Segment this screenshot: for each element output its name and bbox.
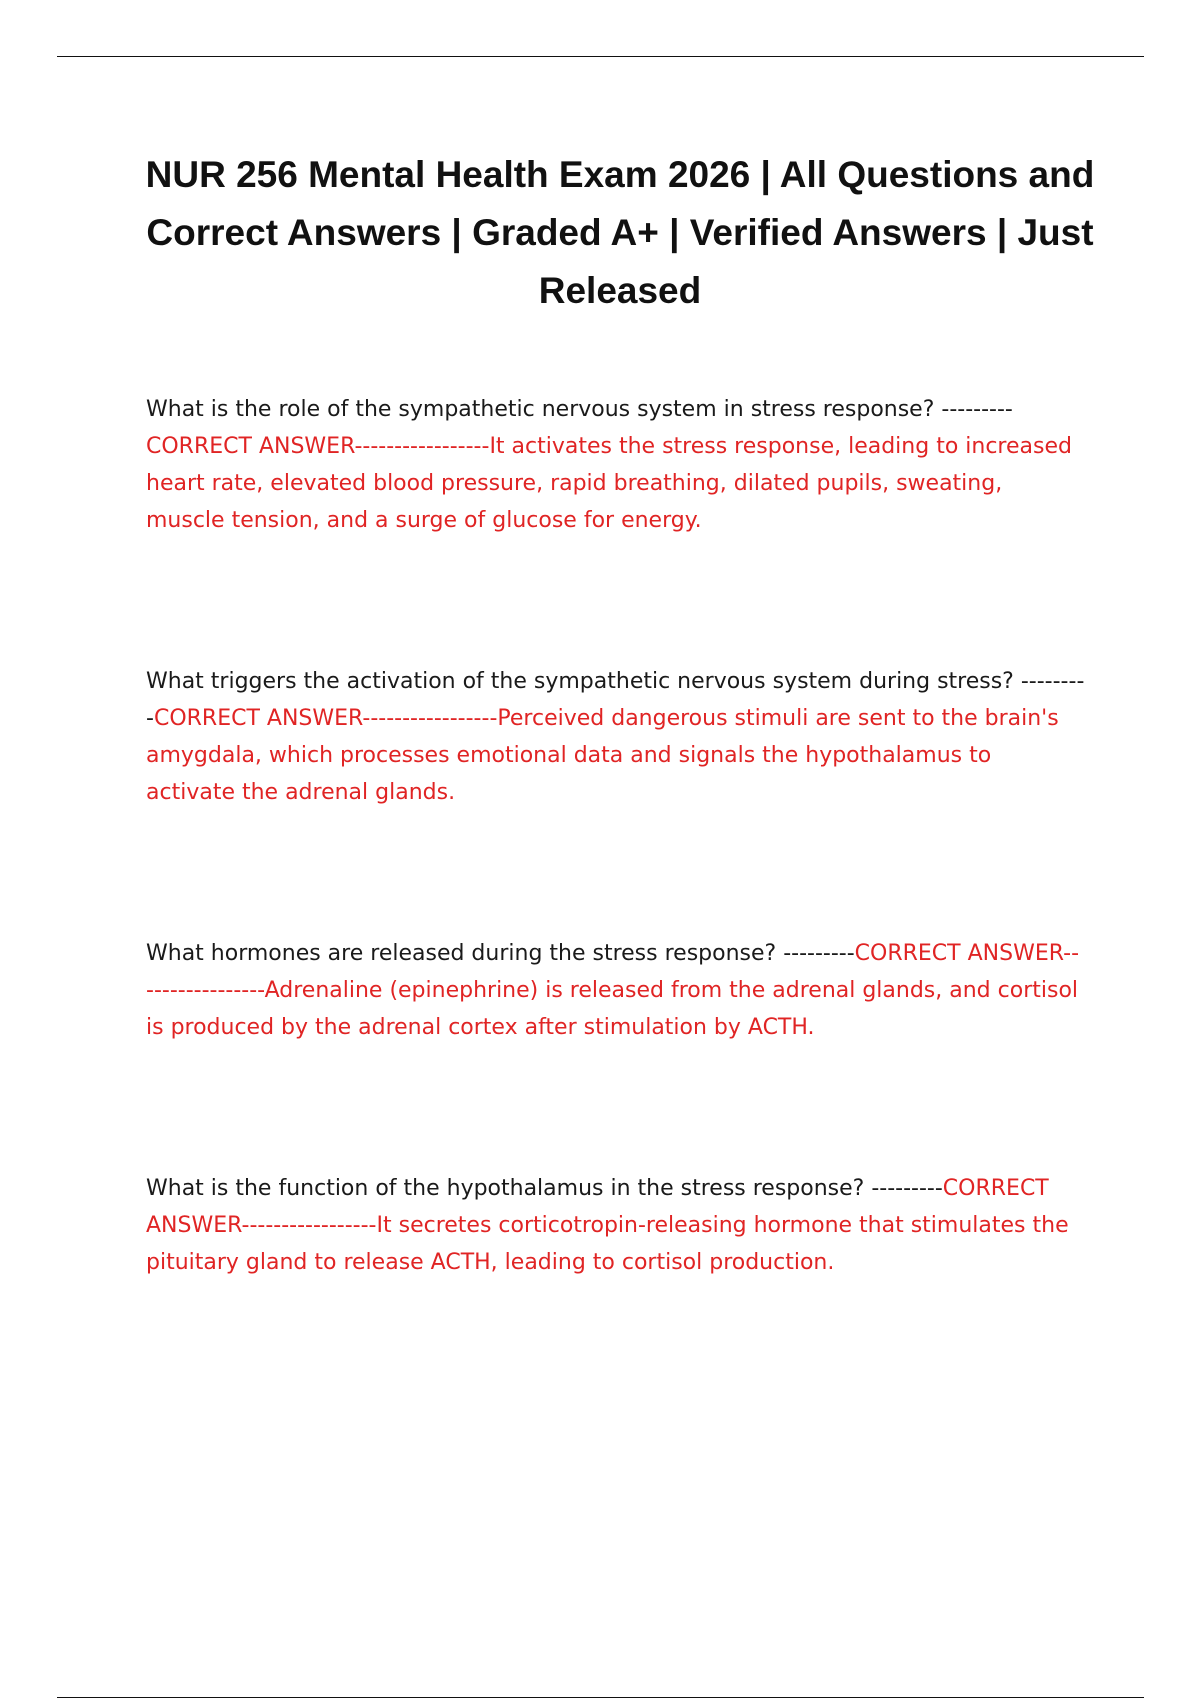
bottom-divider (57, 1697, 1144, 1698)
answer-separator: ----------------- (354, 434, 490, 459)
answer-separator: ----------------- (241, 1213, 377, 1238)
question-separator: --------- (776, 941, 855, 966)
question-text: What hormones are released during the stress response? (146, 941, 777, 966)
question-text: What triggers the activation of the sympathetic nervous system during stress? (146, 669, 1014, 694)
question-text: What is the role of the sympathetic nervous system in stress response? (146, 397, 935, 422)
answer-label: CORRECT ANSWER (146, 1176, 1049, 1238)
answer-label: CORRECT ANSWER (146, 434, 355, 459)
answer-text: It secretes corticotropin-releasing hormone that stimulates the pituitary gland to release ACTH, leading to cortisol production. (146, 1213, 1069, 1275)
answer-separator: ----------------- (146, 941, 1080, 1003)
qa-item (146, 935, 1086, 1046)
qa-item (146, 391, 1086, 539)
answer-separator: ----------------- (362, 706, 498, 731)
qa-item (146, 1170, 1086, 1281)
answer-label: CORRECT ANSWER (854, 941, 1064, 966)
qa-item (146, 663, 1086, 811)
document-title: NUR 256 Mental Health Exam 2026 | All Questions and Correct Answers | Graded A+ | Verified Answers | Just Released (145, 154, 1095, 311)
question-separator: --------- (146, 669, 1085, 731)
answer-text: Adrenaline (epinephrine) is released from the adrenal glands, and cortisol is produced by the adrenal cortex after stimulation by ACTH. (146, 978, 1079, 1040)
top-divider (57, 56, 1144, 57)
question-separator: --------- (864, 1176, 943, 1201)
answer-text: It activates the stress response, leading to increased heart rate, elevated blood pressure, rapid breathing, dilated pupils, sweating, muscle tension, and a surge of glucose for energy. (146, 434, 1072, 533)
question-text: What is the function of the hypothalamus in the stress response? (146, 1176, 865, 1201)
answer-label: CORRECT ANSWER (153, 706, 363, 731)
answer-text: Perceived dangerous stimuli are sent to the brain's amygdala, which processes emotional data and signals the hypothalamus to activate the adrenal glands. (146, 706, 1059, 805)
question-separator: --------- (934, 397, 1013, 422)
